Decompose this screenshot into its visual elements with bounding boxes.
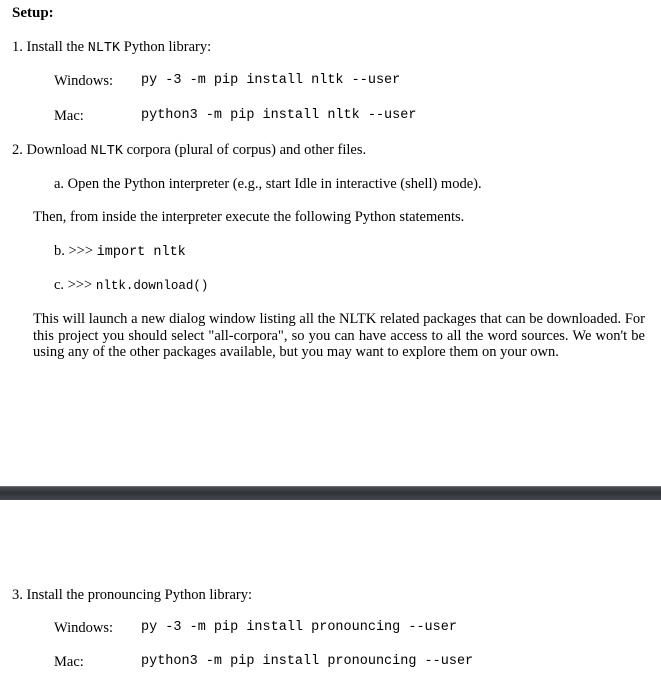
section-heading: Setup: <box>12 5 54 21</box>
step-1-lib: NLTK <box>87 41 121 56</box>
step-2c-code: nltk.download() <box>95 279 209 293</box>
step-1-windows-label: Windows: <box>54 73 114 89</box>
step-2-prefix: 2. Download <box>12 142 91 158</box>
step-2c-prompt: c. >>> <box>54 277 96 293</box>
nltk-download-paragraph: This will launch a new dialog window listing all the NLTK related packages that can be downloaded. For this project you should select "all-corpora", so you can have access to all the word sources. We won't be using any of the other packages available, but you may want to explore them on your own. <box>33 311 645 360</box>
step-3-mac-command: python3 -m pip install pronouncing --user <box>141 654 474 669</box>
step-2c-line <box>54 277 208 294</box>
step-3-mac-label: Mac: <box>54 654 84 670</box>
step-2b-code: import nltk <box>96 245 186 260</box>
step-3-windows-command: py -3 -m pip install pronouncing --user <box>141 620 457 635</box>
step-1-mac-command: python3 -m pip install nltk --user <box>141 108 417 123</box>
step-1-mac-label: Mac: <box>54 108 84 124</box>
step-1-suffix: Python library: <box>120 39 212 55</box>
step-2b-line <box>54 243 186 260</box>
step-3-title: 3. Install the pronouncing Python library: <box>12 587 253 603</box>
step-1-title <box>12 39 211 56</box>
step-2-title <box>12 142 366 159</box>
step-2-lib: NLTK <box>90 144 123 159</box>
step-2-suffix: corpora (plural of corpus) and other files. <box>122 142 367 158</box>
step-2-then-text: Then, from inside the interpreter execute the following Python statements. <box>33 209 465 225</box>
step-3-windows-label: Windows: <box>54 620 114 636</box>
page-divider <box>0 486 661 500</box>
step-2a-text: a. Open the Python interpreter (e.g., start Idle in interactive (shell) mode). <box>54 176 482 192</box>
step-2b-prompt: b. >>> <box>54 243 97 259</box>
step-1-windows-command: py -3 -m pip install nltk --user <box>141 73 401 88</box>
step-1-prefix: 1. Install the <box>12 39 88 55</box>
